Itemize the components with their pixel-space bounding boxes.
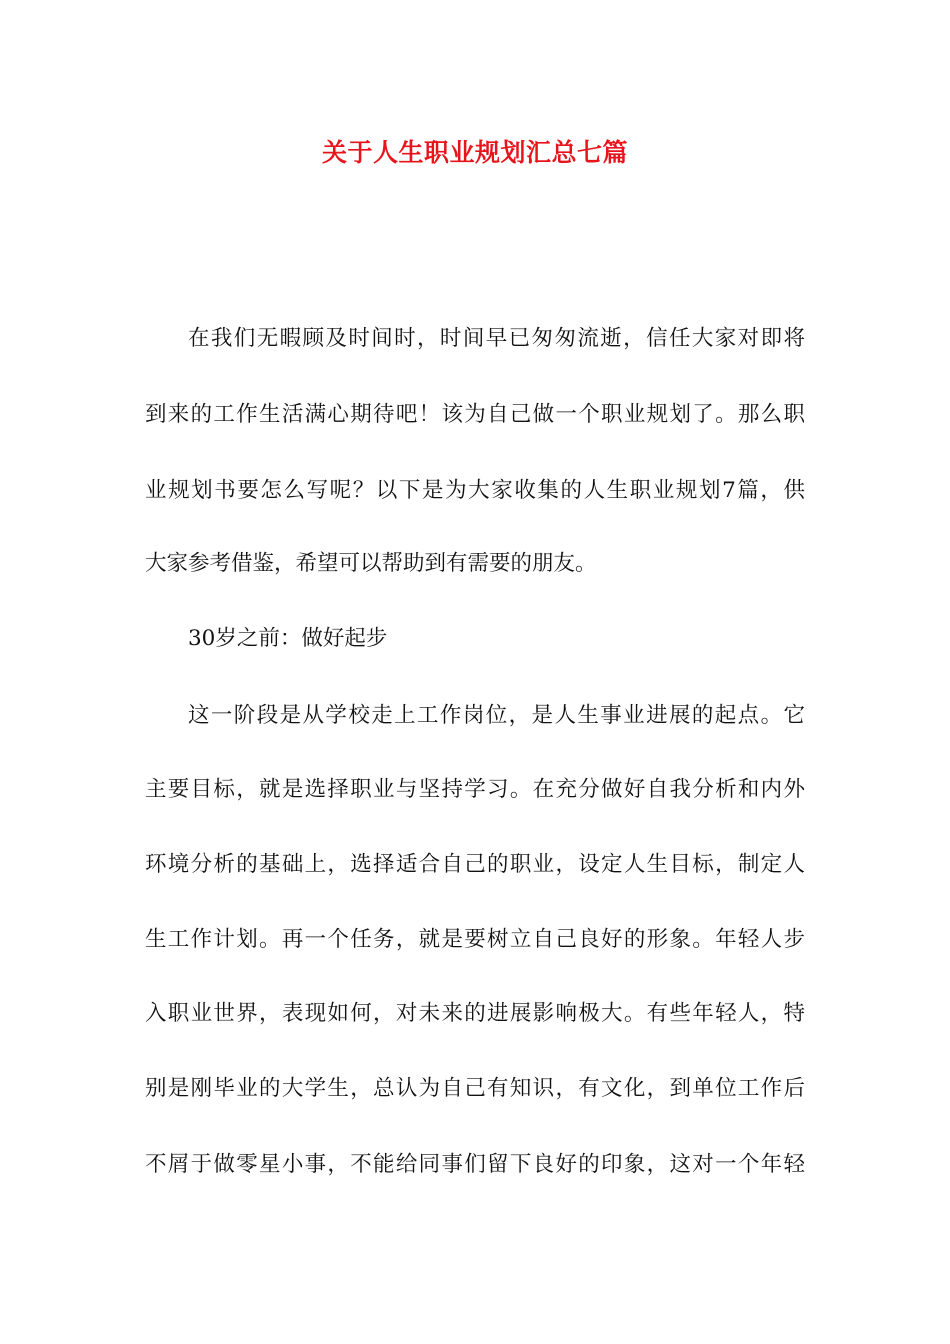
paragraph-line: 别是刚毕业的大学生，总认为自己有知识，有文化，到单位工作后 xyxy=(145,1076,805,1101)
document-title: 关于人生职业规划汇总七篇 xyxy=(321,138,628,167)
paragraph-line: 这一阶段是从学校走上工作岗位，是人生事业进展的起点。它 xyxy=(188,703,805,728)
paragraph-line: 大家参考借鉴，希望可以帮助到有需要的朋友。 xyxy=(145,551,597,576)
paragraph-line: 环境分析的基础上，选择适合自己的职业，设定人生目标，制定人 xyxy=(145,852,805,877)
paragraph-line: 在我们无暇顾及时间时，时间早已匆匆流逝，信任大家对即将 xyxy=(188,326,805,351)
paragraph-line: 到来的工作生活满心期待吧！该为自己做一个职业规划了。那么职 xyxy=(145,402,805,427)
paragraph-line: 业规划书要怎么写呢？以下是为大家收集的人生职业规划7篇，供 xyxy=(145,478,805,503)
paragraph-line: 生工作计划。再一个任务，就是要树立自己良好的形象。年轻人步 xyxy=(145,927,805,952)
paragraph-line: 主要目标，就是选择职业与坚持学习。在充分做好自我分析和内外 xyxy=(145,777,805,802)
paragraph-line: 入职业世界，表现如何，对未来的进展影响极大。有些年轻人，特 xyxy=(145,1001,805,1026)
paragraph-line: 不屑于做零星小事，不能给同事们留下良好的印象，这对一个年轻 xyxy=(145,1152,805,1177)
section-heading: 30岁之前：做好起步 xyxy=(188,626,388,651)
